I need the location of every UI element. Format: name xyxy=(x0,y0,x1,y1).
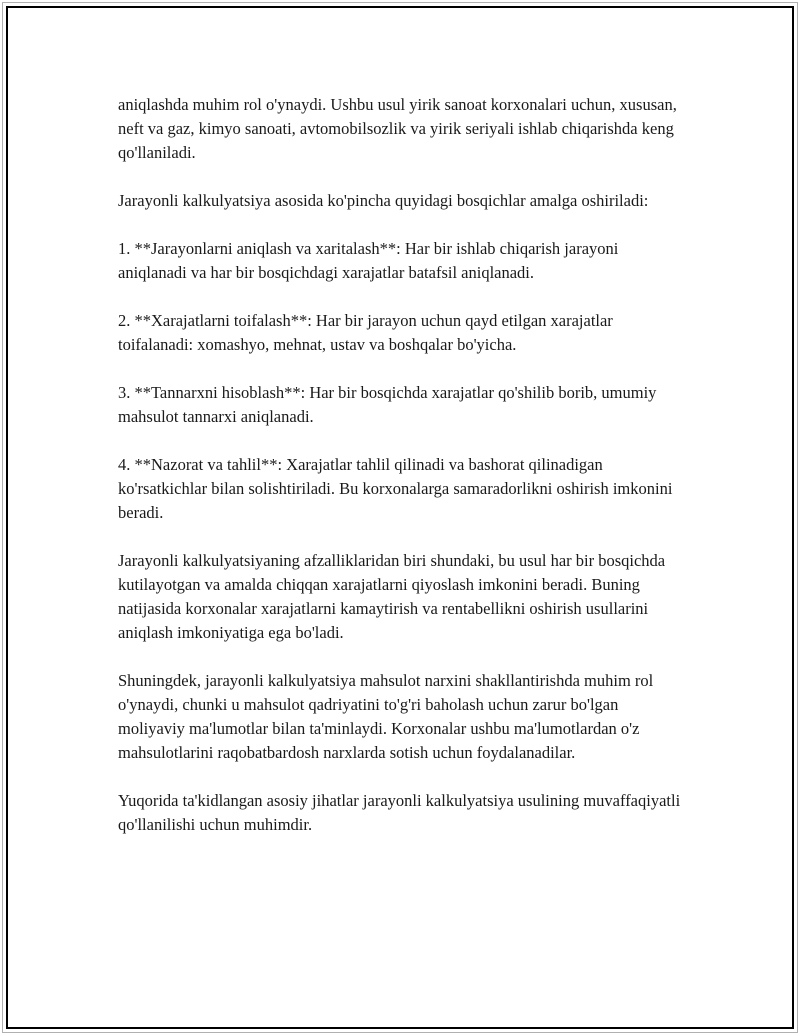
paragraph-step-3: 3. **Tannarxni hisoblash**: Har bir bosqichda xarajatlar qo'shilib borib, umumiy mahsulot tannarxi aniqlanadi. xyxy=(118,383,657,426)
paragraph-conclusion: Yuqorida ta'kidlangan asosiy jihatlar jarayonli kalkulyatsiya usulining muvaffaqiyatli qo'llanilishi uchun muhimdir. xyxy=(118,791,681,834)
document-body xyxy=(118,93,688,861)
paragraph-step-1: 1. **Jarayonlarni aniqlash va xaritalash**: Har bir ishlab chiqarish jarayoni aniqlanadi va har bir bosqichdagi xarajatlar batafsil aniqlanadi. xyxy=(118,239,619,282)
paragraph-advantages: Jarayonli kalkulyatsiyaning afzalliklaridan biri shundaki, bu usul har bir bosqichda kutilayotgan va amalda chiqqan xarajatlarni qiyoslash imkonini beradi. Buning natijasida korxonalar xarajatlarni kamaytirish va rentabellikni oshirish usullarini aniqlash imkoniyatiga ega bo'ladi. xyxy=(118,551,666,642)
paragraph-steps-intro: Jarayonli kalkulyatsiya asosida ko'pincha quyidagi bosqichlar amalga oshiriladi: xyxy=(118,191,649,210)
paragraph-step-4: 4. **Nazorat va tahlil**: Xarajatlar tahlil qilinadi va bashorat qilinadigan ko'rsatkichlar bilan solishtiriladi. Bu korxonalarga samaradorlikni oshirish imkonini beradi. xyxy=(118,455,673,522)
paragraph-intro-continuation: aniqlashda muhim rol o'ynaydi. Ushbu usul yirik sanoat korxonalari uchun, xususan, neft va gaz, kimyo sanoati, avtomobilsozlik va yirik seriyali ishlab chiqarishda keng qo'llaniladi. xyxy=(118,95,677,162)
page-frame xyxy=(6,6,794,1029)
paragraph-step-2: 2. **Xarajatlarni toifalash**: Har bir jarayon uchun qayd etilgan xarajatlar toifalanadi: xomashyo, mehnat, ustav va boshqalar bo'yicha. xyxy=(118,311,613,354)
paragraph-pricing: Shuningdek, jarayonli kalkulyatsiya mahsulot narxini shakllantirishda muhim rol o'ynaydi, chunki u mahsulot qadriyatini to'g'ri baholash uchun zarur bo'lgan moliyaviy ma'lumotlar bilan ta'minlaydi. Korxonalar ushbu ma'lumotlardan o'z mahsulotlarini raqobatbardosh narxlarda sotish uchun foydalanadilar. xyxy=(118,671,654,762)
